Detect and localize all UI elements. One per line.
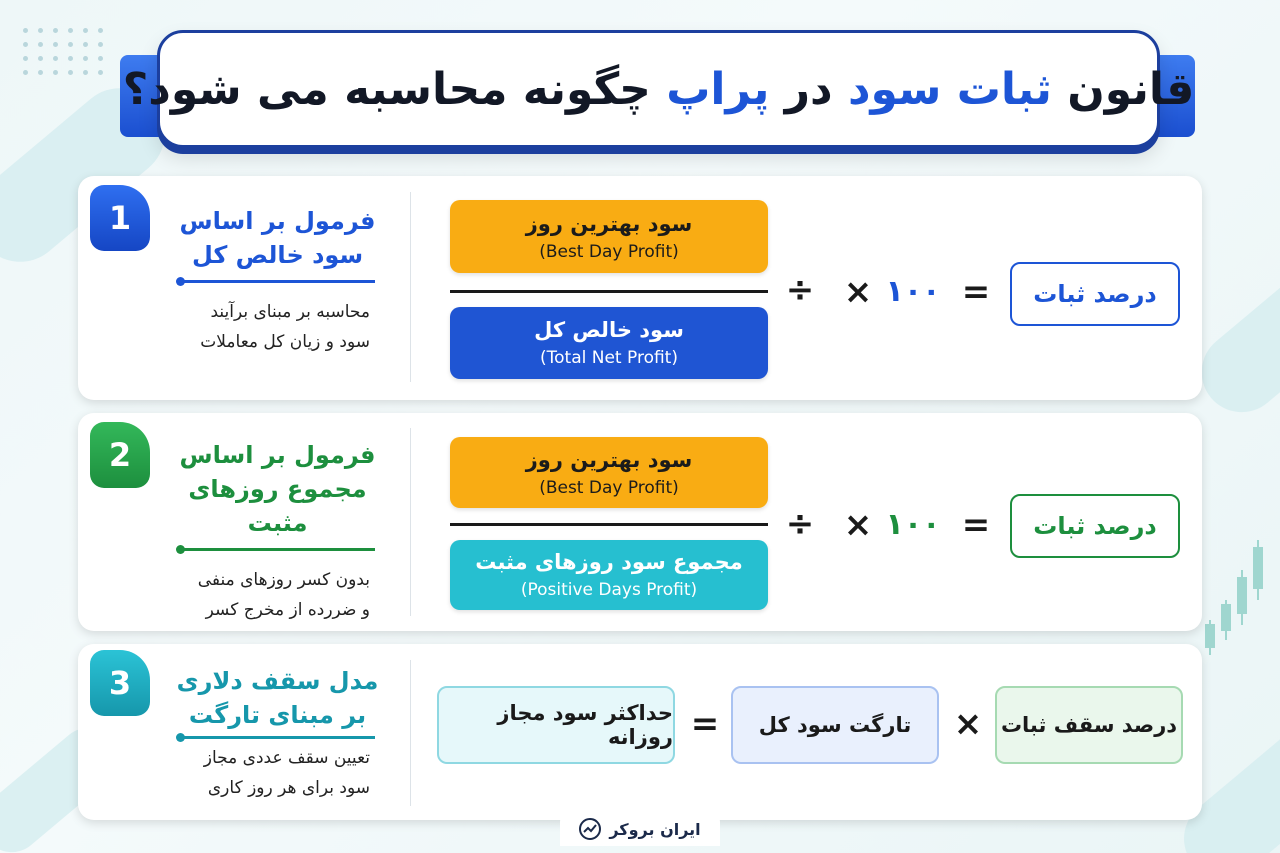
card-1-result: درصد ثبات — [1010, 262, 1180, 326]
title-highlight-prop: پراپ — [666, 63, 770, 115]
card-3-title-block — [165, 664, 390, 803]
card-1-title-underline — [180, 280, 375, 283]
card-2-divider — [410, 428, 411, 616]
step-badge-1: 1 — [90, 185, 150, 251]
card-1-numerator: سود بهترین روز (Best Day Profit) — [450, 200, 768, 273]
card-3-title: مدل سقف دلاری بر مبنای تارگت — [176, 667, 379, 729]
card-2-equals-sign: = — [961, 505, 991, 545]
card-2-denominator: مجموع سود روزهای مثبت (Positive Days Profit) — [450, 540, 768, 610]
card-1-title-block — [165, 204, 390, 357]
card-2-description: بدون کسر روزهای منفی و ضررده از مخرج کسر — [197, 570, 370, 620]
card-2-fraction-line — [450, 523, 768, 526]
card-1-equals-sign: = — [961, 272, 991, 312]
page-title: قانون ثبات سود در پراپ چگونه محاسبه می شود؟ — [122, 63, 1195, 115]
card-3-description: تعیین سقف عددی مجاز سود برای هر روز کاری — [203, 748, 370, 798]
card-1-denominator: سود خالص کل (Total Net Profit) — [450, 307, 768, 379]
card-2-title: فرمول بر اساس مجموع روزهای مثبت — [179, 441, 376, 537]
header-banner — [122, 30, 1195, 148]
card-2-numerator: سود بهترین روز (Best Day Profit) — [450, 437, 768, 508]
card-3-title-underline — [180, 736, 375, 739]
card-3-ceiling-percent: درصد سقف ثبات — [995, 686, 1183, 764]
card-1-fraction-line — [450, 290, 768, 293]
brand-name: ایران بروکر — [609, 819, 701, 839]
card-3-max-daily-profit: حداکثر سود مجاز روزانه — [437, 686, 675, 764]
card-1-divider — [410, 192, 411, 382]
card-3-times-sign: × — [953, 704, 983, 744]
card-2-title-underline — [180, 548, 375, 551]
card-1-times-sign: × — [843, 272, 873, 312]
card-2-hundred: ١٠٠ — [885, 507, 941, 542]
step-badge-3: 3 — [90, 650, 150, 716]
bg-candles-icon — [1200, 530, 1275, 660]
card-2-times-sign: × — [843, 505, 873, 545]
footer-brand — [560, 812, 720, 846]
card-1-description: محاسبه بر مبنای برآیند سود و زیان کل معاملات — [200, 302, 370, 352]
card-3-equals-sign: = — [690, 704, 720, 744]
step-badge-2: 2 — [90, 422, 150, 488]
card-1-hundred: ١٠٠ — [885, 274, 941, 309]
title-highlight-stability: ثبات سود — [847, 63, 1052, 115]
card-2-result: درصد ثبات — [1010, 494, 1180, 558]
card-2-divide-sign: ÷ — [785, 504, 815, 544]
bg-dots — [22, 28, 103, 75]
card-1-title: فرمول بر اساس سود خالص کل — [179, 207, 376, 269]
card-1-divide-sign: ÷ — [785, 270, 815, 310]
card-3-total-target: تارگت سود کل — [731, 686, 939, 764]
card-3-divider — [410, 660, 411, 806]
trend-chart-icon — [579, 818, 601, 840]
card-2-title-block — [165, 438, 390, 625]
